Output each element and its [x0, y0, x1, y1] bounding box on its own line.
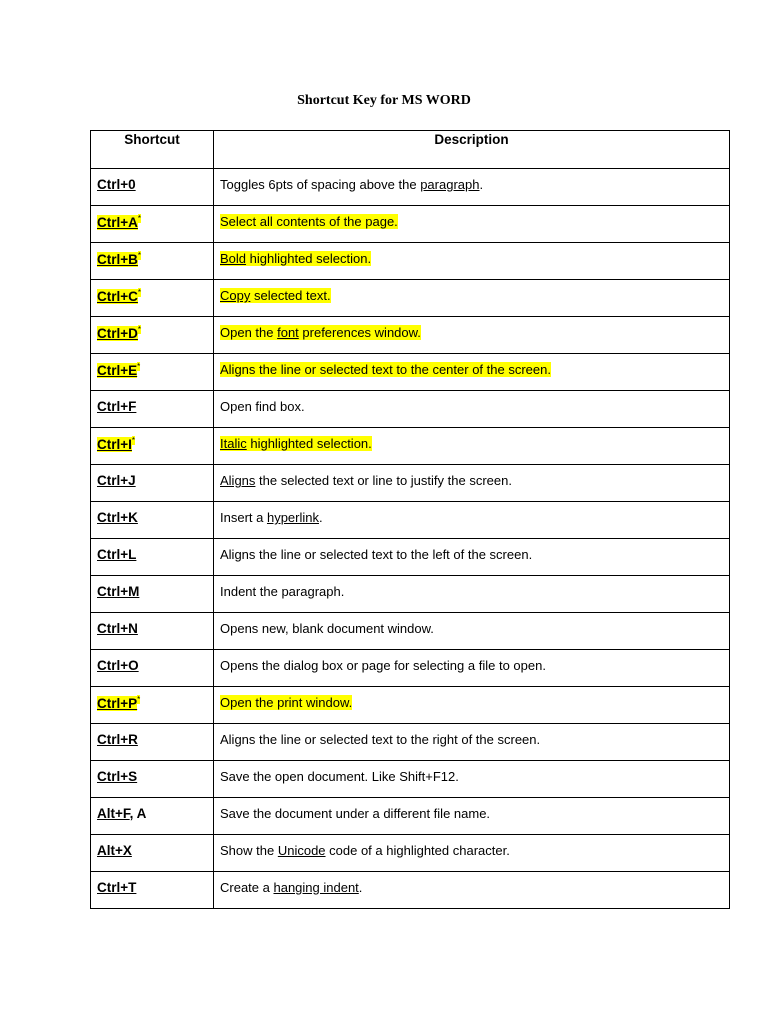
description-fragment: Open the print window. — [220, 695, 353, 710]
description-text — [220, 399, 305, 414]
description-term: Unicode — [277, 843, 326, 858]
shortcut-cell — [91, 169, 214, 206]
description-fragment: . — [479, 177, 484, 192]
description-text — [220, 621, 434, 636]
description-term: Italic — [220, 436, 247, 451]
table-row — [91, 613, 730, 650]
shortcut-key: Alt+F — [97, 806, 130, 821]
description-fragment: Opens new, blank document window. — [220, 621, 434, 636]
description-cell — [214, 576, 730, 613]
description-text — [220, 732, 540, 747]
table-row — [91, 650, 730, 687]
shortcut-cell — [91, 613, 214, 650]
star-marker: * — [137, 288, 142, 297]
shortcut-cell — [91, 835, 214, 872]
table-row — [91, 169, 730, 206]
description-text — [220, 584, 344, 599]
description-cell — [214, 428, 730, 465]
table-row — [91, 243, 730, 280]
star-marker: * — [137, 695, 141, 704]
description-text — [220, 362, 551, 377]
table-row — [91, 872, 730, 909]
description-fragment: Show the — [220, 843, 278, 858]
shortcut-cell — [91, 206, 214, 243]
description-fragment: highlighted selection. — [246, 251, 372, 266]
shortcut-key: Ctrl+J — [97, 473, 136, 488]
description-fragment: code of a highlighted character. — [325, 843, 510, 858]
table-row — [91, 465, 730, 502]
description-term: paragraph — [420, 177, 480, 192]
description-fragment: Opens the dialog box or page for selecting a file to open. — [220, 658, 546, 673]
description-fragment: Aligns the line or selected text to the left of the screen. — [220, 547, 533, 562]
description-text — [220, 695, 352, 710]
shortcut-cell — [91, 354, 214, 391]
description-term: hanging indent — [273, 880, 359, 895]
shortcut-cell — [91, 872, 214, 909]
shortcut-cell — [91, 280, 214, 317]
shortcut-key: Ctrl+R — [97, 732, 138, 747]
table-row — [91, 317, 730, 354]
description-cell — [214, 761, 730, 798]
description-cell — [214, 280, 730, 317]
shortcut-cell — [91, 317, 214, 354]
description-fragment: Select all contents of the page. — [220, 214, 398, 229]
description-term: hyperlink — [266, 510, 319, 525]
table-row — [91, 835, 730, 872]
shortcut-cell — [91, 576, 214, 613]
shortcut-key: Ctrl+T — [97, 880, 137, 895]
star-marker: * — [137, 362, 141, 371]
shortcut-key: Ctrl+M — [97, 584, 140, 599]
description-cell — [214, 613, 730, 650]
table-row — [91, 280, 730, 317]
description-term: Bold — [220, 251, 247, 266]
table-row — [91, 502, 730, 539]
table-row — [91, 687, 730, 724]
description-text — [220, 658, 546, 673]
description-fragment: Open find box. — [220, 399, 305, 414]
description-text — [220, 214, 398, 229]
table-row — [91, 798, 730, 835]
shortcut-key: Ctrl+C — [97, 288, 138, 304]
shortcut-cell — [91, 465, 214, 502]
description-cell — [214, 835, 730, 872]
table-row — [91, 761, 730, 798]
star-marker: * — [137, 325, 142, 334]
shortcut-cell — [91, 243, 214, 280]
shortcut-key: Ctrl+B — [97, 251, 138, 267]
shortcut-key: Ctrl+N — [97, 621, 138, 636]
shortcut-cell — [91, 761, 214, 798]
table-row — [91, 354, 730, 391]
shortcut-key: Ctrl+P — [97, 695, 138, 711]
description-cell — [214, 502, 730, 539]
description-fragment: Aligns the line or selected text to the center of the screen. — [220, 362, 551, 377]
shortcut-key: Ctrl+0 — [97, 177, 136, 192]
description-fragment: Indent the paragraph. — [220, 584, 345, 599]
shortcut-key: Ctrl+S — [97, 769, 138, 784]
column-header-shortcut: Shortcut — [91, 131, 214, 169]
star-marker: * — [137, 251, 142, 260]
description-text — [220, 547, 532, 562]
description-cell — [214, 798, 730, 835]
description-cell — [214, 872, 730, 909]
description-fragment: Save the open document. Like Shift+F12. — [220, 769, 459, 784]
description-term: font — [277, 325, 299, 340]
description-text — [220, 769, 459, 784]
column-header-description: Description — [214, 131, 730, 169]
description-text — [220, 880, 362, 895]
description-fragment: Aligns the line or selected text to the right of the screen. — [220, 732, 541, 747]
description-text — [220, 288, 331, 303]
table-header-row — [91, 131, 730, 169]
description-fragment: Open the — [220, 325, 278, 340]
shortcut-key: Ctrl+F — [97, 399, 137, 414]
description-text — [220, 806, 490, 821]
description-text — [220, 325, 421, 340]
table-row — [91, 539, 730, 576]
shortcut-key: Ctrl+K — [97, 510, 138, 525]
description-fragment: . — [319, 510, 323, 525]
description-fragment: preferences window. — [298, 325, 421, 340]
shortcut-cell — [91, 798, 214, 835]
description-text — [220, 177, 483, 192]
description-cell — [214, 354, 730, 391]
description-cell — [214, 391, 730, 428]
description-cell — [214, 317, 730, 354]
table-body — [91, 169, 730, 909]
description-fragment: highlighted selection. — [246, 436, 372, 451]
table-row — [91, 428, 730, 465]
table-row — [91, 206, 730, 243]
description-cell — [214, 687, 730, 724]
description-term: Aligns — [220, 473, 256, 488]
shortcut-cell — [91, 502, 214, 539]
shortcut-cell — [91, 539, 214, 576]
description-fragment: Create a — [220, 880, 274, 895]
description-fragment: Toggles 6pts of spacing above the — [220, 177, 421, 192]
shortcut-cell — [91, 428, 214, 465]
description-text — [220, 251, 371, 266]
shortcut-key: Ctrl+L — [97, 547, 137, 562]
shortcut-key: Ctrl+O — [97, 658, 139, 673]
table-row — [91, 724, 730, 761]
description-cell — [214, 650, 730, 687]
description-cell — [214, 206, 730, 243]
shortcut-cell — [91, 391, 214, 428]
description-text — [220, 473, 512, 488]
table-row — [91, 391, 730, 428]
description-fragment: Save the document under a different file name. — [220, 806, 491, 821]
star-marker: * — [131, 436, 136, 445]
shortcut-key: Ctrl+I — [97, 436, 132, 452]
description-fragment: selected text. — [250, 288, 331, 303]
table-row — [91, 576, 730, 613]
description-text — [220, 843, 510, 858]
description-cell — [214, 539, 730, 576]
shortcut-cell — [91, 724, 214, 761]
description-fragment: . — [358, 880, 363, 895]
shortcut-cell — [91, 687, 214, 724]
star-marker: * — [137, 214, 142, 223]
description-term: Copy — [220, 288, 251, 303]
description-cell — [214, 243, 730, 280]
description-text — [220, 436, 372, 451]
shortcut-key-suffix: , A — [129, 806, 147, 821]
description-cell — [214, 465, 730, 502]
shortcut-key: Ctrl+A — [97, 214, 138, 230]
shortcut-cell — [91, 650, 214, 687]
description-cell — [214, 724, 730, 761]
document-title: Shortcut Key for MS WORD — [297, 93, 471, 108]
description-text — [220, 510, 323, 525]
description-fragment: Insert a — [220, 510, 267, 525]
shortcut-key: Ctrl+D — [97, 325, 138, 341]
description-cell — [214, 169, 730, 206]
shortcut-key: Alt+X — [97, 843, 132, 858]
shortcut-key: Ctrl+E — [97, 362, 138, 378]
description-fragment: the selected text or line to justify the screen. — [255, 473, 512, 488]
shortcut-table — [90, 130, 730, 909]
